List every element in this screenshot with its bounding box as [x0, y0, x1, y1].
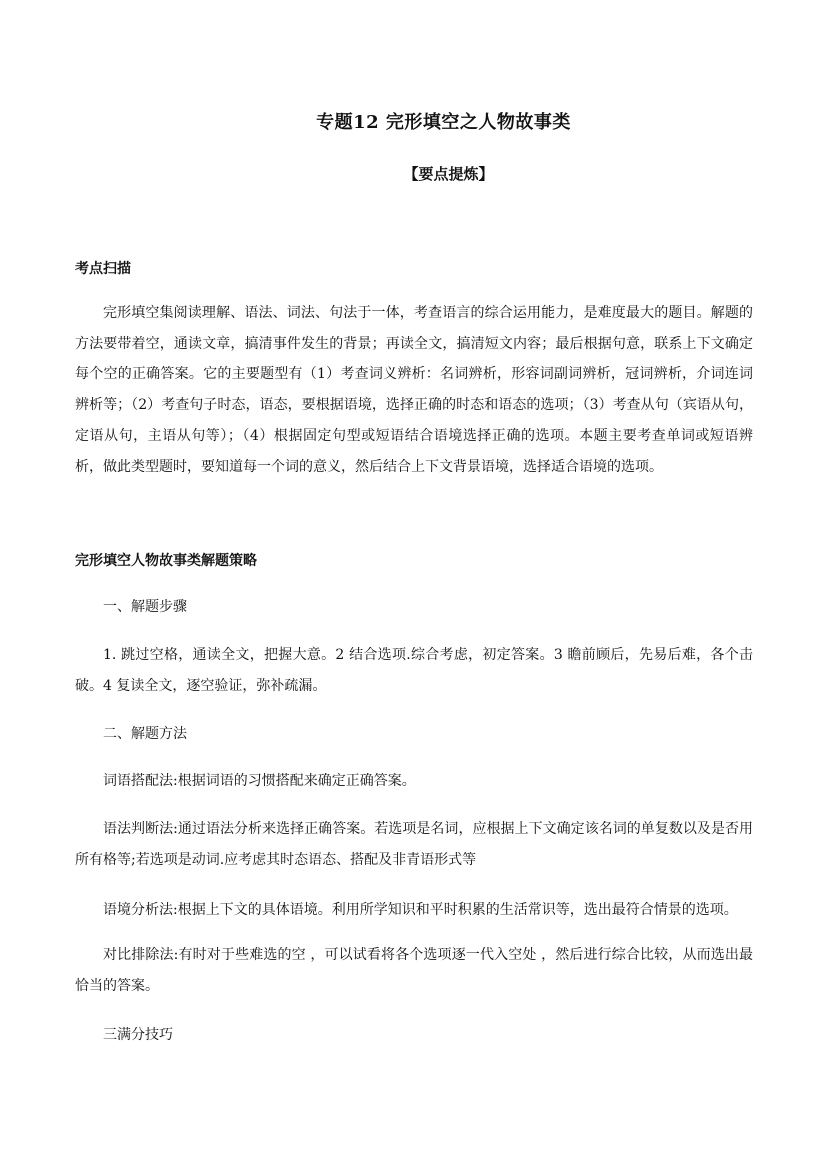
section-heading-strategy: 完形填空人物故事类解题策略 [75, 553, 257, 569]
steps-paragraph: 1. 跳过空格，通读全文，把握大意。2 结合选项.综合考虑，初定答案。3 瞻前顾后，先易后难，各个击破。4 复读全文，逐空验证，弥补疏漏。 [75, 647, 753, 694]
section-heading-exam-scan: 考点扫描 [75, 261, 131, 277]
page-title: 专题12 完形填空之人物故事类 [316, 112, 571, 133]
method-grammar: 语法判断法:通过语法分析来选择正确答案。若选项是名词，应根据上下文确定该名词的单复数以及是否用所有格等;若选项是动词.应考虑其时态语态、搭配及非青语形式等 [75, 821, 753, 868]
methods-heading: 二、解题方法 [103, 726, 187, 742]
steps-heading: 一、解题步骤 [103, 599, 187, 615]
exam-scan-paragraph: 完形填空集阅读理解、语法、词法、句法于一体，考查语言的综合运用能力，是难度最大的题目。解题的方法要带着空，通读文章，搞清事件发生的背景；再读全文，搞清短文内容；最后根据句意，联系上下文确定每个空的正确答案。它的主要题型有（1）考查词义辨析：名词辨析，形容词副词辨析，冠词辨析，介词连词辨析等；（2）考查句子时态，语态，要根据语境，选择正确的时态和语态的选项；（3）考查从句（宾语从句，定语从句，主语从句等）；（4）根据固定句型或短语结合语境选择正确的选项。本题主要考查单词或短语辨析，做此类型题时，要知道每一个词的意义，然后结合上下文背景语境，选择适合语境的选项。 [75, 305, 753, 475]
method-collocation: 词语搭配法:根据词语的习惯搭配来确定正确答案。 [103, 773, 416, 789]
tips-heading: 三满分技巧 [103, 1027, 173, 1043]
method-elimination: 对比排除法:有时对于些难选的空 ，可以试看将各个选项逐一代入空处 ，然后进行综合比较，从而选出最恰当的答案。 [75, 947, 753, 994]
method-context: 语境分析法:根据上下文的具体语境。利用所学知识和平时积累的生活常识等，选出最符合情景的选项。 [103, 902, 738, 918]
page-subtitle: 【要点提炼】 [403, 165, 494, 183]
